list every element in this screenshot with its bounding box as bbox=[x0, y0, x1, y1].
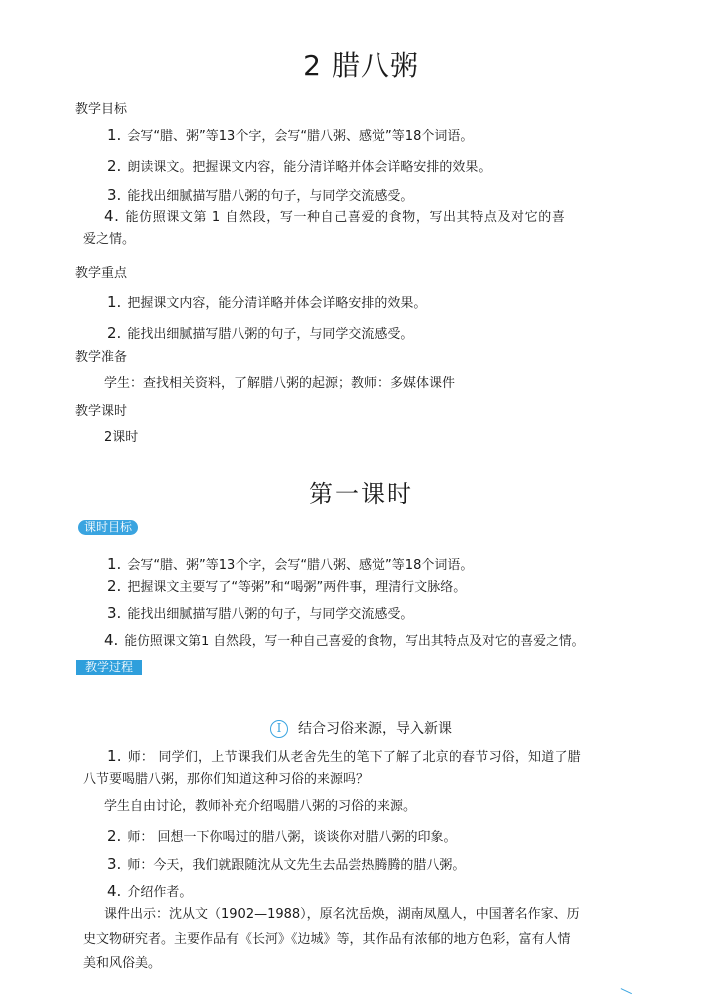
step-4-cont-3: 美和风俗美。 bbox=[83, 956, 162, 971]
step-3: 3. 师：今天，我们就跟随沈从文先生去品尝热腾腾的腊八粥。 bbox=[107, 855, 466, 873]
goal-item-4: 4. 能仿照课文第 1 自然段，写一种自己喜爱的食物，写出其特点及对它的喜 bbox=[104, 207, 566, 225]
goal-item-3: 3. 能找出细腻描写腊八粥的句子，与同学交流感受。 bbox=[107, 186, 414, 204]
step-1-cont: 八节要喝腊八粥，那你们知道这种习俗的来源吗？ bbox=[83, 772, 370, 787]
section-1-heading bbox=[0, 718, 722, 739]
step-2: 2. 师： 回想一下你喝过的腊八粥，谈谈你对腊八粥的印象。 bbox=[107, 827, 457, 845]
corner-mark-icon bbox=[621, 981, 636, 994]
step-4-cont-1: 课件出示：沈从文（1902—1988），原名沈岳焕，湖南凤凰人，中国著名作家、历 bbox=[104, 907, 580, 922]
step-4-cont-2: 史文物研究者。主要作品有《长河》《边城》等，其作品有浓郁的地方色彩，富有人情 bbox=[83, 932, 571, 947]
goal-item-1: 1. 会写“腊、粥”等13个字，会写“腊八粥、感觉”等18个词语。 bbox=[107, 126, 474, 144]
lesson-goal-item-1: 1. 会写“腊、粥”等13个字，会写“腊八粥、感觉”等18个词语。 bbox=[107, 555, 474, 573]
hours-text: 2课时 bbox=[104, 430, 139, 445]
lesson-goal-item-3: 3. 能找出细腻描写腊八粥的句子，与同学交流感受。 bbox=[107, 604, 414, 622]
step-1-note: 学生自由讨论，教师补充介绍喝腊八粥的习俗的来源。 bbox=[104, 799, 417, 814]
lesson1-title: 第一课时 bbox=[309, 480, 413, 508]
goal-item-4-cont: 爱之情。 bbox=[83, 232, 136, 247]
section-1-title: 结合习俗来源，导入新课 bbox=[298, 721, 452, 737]
step-4: 4. 介绍作者。 bbox=[107, 882, 193, 900]
keypoint-item-1: 1. 把握课文内容，能分清详略并体会详略安排的效果。 bbox=[107, 293, 427, 311]
step-1: 1. 师： 同学们，上节课我们从老舍先生的笔下了解了北京的春节习俗，知道了腊 bbox=[107, 747, 581, 765]
hours-heading: 教学课时 bbox=[75, 404, 128, 419]
goal-item-2: 2. 朗读课文。把握课文内容，能分清详略并体会详略安排的效果。 bbox=[107, 157, 492, 175]
preparation-heading: 教学准备 bbox=[75, 350, 128, 365]
process-badge: 教学过程 bbox=[76, 660, 142, 675]
lesson-goal-item-2: 2. 把握课文主要写了“等粥”和“喝粥”两件事，理清行文脉络。 bbox=[107, 577, 467, 595]
goals-heading: 教学目标 bbox=[75, 102, 128, 117]
lesson-goals-badge: 课时目标 bbox=[78, 520, 138, 535]
roman-numeral-one-icon: I bbox=[270, 720, 288, 738]
page-title: 2 腊八粥 bbox=[303, 49, 419, 82]
lesson-goal-item-4: 4. 能仿照课文第1 自然段，写一种自己喜爱的食物，写出其特点及对它的喜爱之情。 bbox=[104, 631, 585, 649]
keypoints-heading: 教学重点 bbox=[75, 266, 128, 281]
preparation-text: 学生：查找相关资料，了解腊八粥的起源；教师：多媒体课件 bbox=[104, 376, 456, 391]
keypoint-item-2: 2. 能找出细腻描写腊八粥的句子，与同学交流感受。 bbox=[107, 324, 414, 342]
